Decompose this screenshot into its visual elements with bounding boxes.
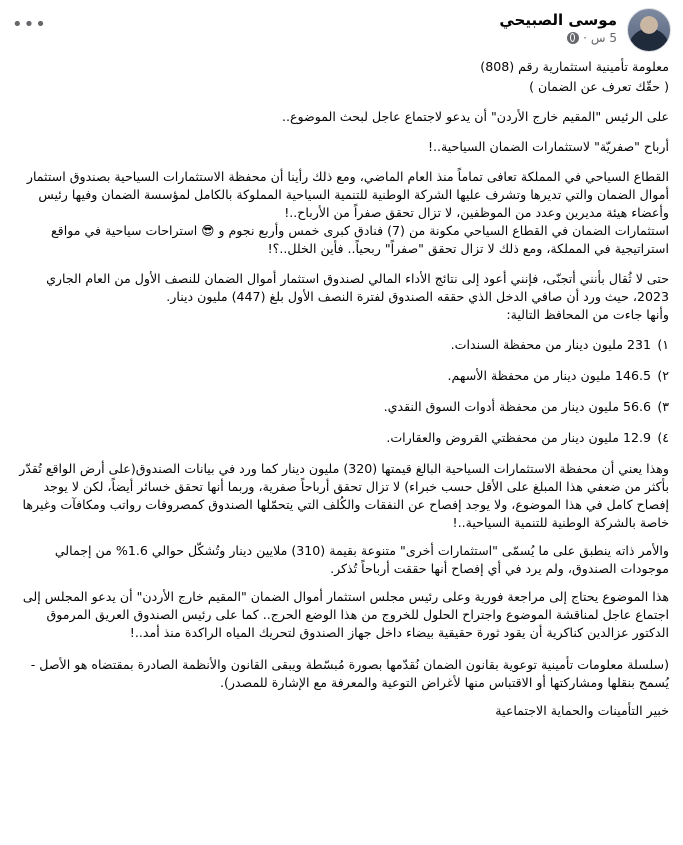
- post-intro: على الرئيس "المقيم خارج الأردن" أن يدعو لاجتماع عاجل لبحث الموضوع..: [282, 109, 669, 124]
- post-meta: [567, 31, 617, 45]
- paragraph-2: استثمارات الضمان في القطاع السياحي مكونة من (7) فنادق كبرى خمس وأربع نجوم و 😎 استراحات سياحية في مواقع استراتيجية في المملكة، ومع ذلك لا تزال تحقق "صفراً" ربحياً.. فأين الخلل..؟!: [50, 223, 669, 256]
- list-item-text: 231 مليون دينار من محفظة السندات.: [450, 337, 651, 352]
- list-item-number: ٢): [657, 368, 669, 383]
- author-name[interactable]: موسى الصبيحي: [499, 11, 617, 29]
- paragraph-5: والأمر ذاته ينطبق على ما يُسمّى "استثمارات أخرى" متنوعة بقيمة (310) ملايين دينار وتُشكّل حوالي 1.6% من إجمالي موجودات الصندوق، ولم يرد في أي إفصاح أنها حققت أرباحاً تُذكر.: [54, 543, 669, 576]
- list-item-number: ٣): [657, 399, 669, 414]
- post-subtitle: ( حقّك تعرف عن الضمان ): [529, 79, 669, 94]
- paragraph-4: وهذا يعني أن محفظة الاستثمارات السياحية البالغ قيمتها (320) مليون دينار كما ورد في بيانات الصندوق(على أرض الواقع تُقدّر بأكثر من ضعفي هذا المبلغ على الأقل حسب خبراء) لا تزال تحقق أرباحاً صفرية، وربما أنها تحقق خسائر أيضاً، لكن لا يوجد إفصاح كامل في هذا الموضوع، ولا يوجد إفصاح عن النفقات والكُلف التي يتحمّلها الصندوق كمصروفات رواتب ومكافآت وغيرها خاصة بالشركة الوطنية للتنمية السياحية..!: [19, 461, 669, 530]
- list-item-text: 12.9 مليون دينار من محفظتي القروض والعقارات.: [386, 430, 651, 445]
- paragraph-1: القطاع السياحي في المملكة تعافى تماماً منذ العام الماضي، ومع ذلك رأينا أن محفظة الاستثمارات السياحية بصندوق استثمار أموال الضمان والتي تديرها وتشرف عليها الشركة الوطنية للتنمية السياحية المملوكة بالكامل لمؤسسة الضمان وفيها رئيس وأعضاء هيئة مديرين وعدد من الموظفين، لا تزال تحقق صفراً من الأرباح..!: [26, 169, 669, 220]
- list-item-text: 56.6 مليون دينار من محفظة أدوات السوق النقدي.: [383, 399, 651, 414]
- globe-icon[interactable]: [567, 32, 579, 44]
- post-header: [12, 6, 671, 54]
- post-title: معلومة تأمينية استثمارية رقم (808): [480, 59, 669, 74]
- paragraph-3: حتى لا ثُقال بأنني أتجنّى، فإنني أعود إلى نتائج الأداء المالي لصندوق استثمار أموال الضمان للنصف الأول من العام الجاري 2023، حيث ورد أن صافي الدخل الذي حققه الصندوق لفترة النصف الأول بلغ (447) مليون دينار.: [46, 271, 669, 304]
- list-item: [12, 336, 669, 354]
- post-body: [12, 58, 669, 730]
- post-heading: أرباح "صفريّة" لاستثمارات الضمان السياحية..!: [427, 139, 669, 154]
- list-item-number: ٤): [657, 430, 669, 445]
- paragraph-7: (سلسلة معلومات تأمينية توعوية بقانون الضمان نُقدّمها بصورة مُبسّطة ويبقى القانون والأنظمة الصادرة بمقتضاه هو الأصل - يُسمح بنقلها ومشاركتها أو الاقتباس منها لأغراض التوعية والمعرفة مع الإشارة للمصدر).: [30, 657, 669, 690]
- post-time[interactable]: 5 س: [590, 31, 617, 45]
- author-avatar[interactable]: [627, 8, 671, 52]
- signature: خبير التأمينات والحماية الاجتماعية: [495, 703, 669, 718]
- list-item-number: ١): [657, 337, 669, 352]
- list-item: [12, 367, 669, 385]
- paragraph-3b: وأنها جاءت من المحافظ التالية:: [506, 307, 669, 322]
- more-options-icon[interactable]: •••: [12, 14, 47, 35]
- paragraph-6: هذا الموضوع يحتاج إلى مراجعة فورية وعلى رئيس مجلس استثمار أموال الضمان "المقيم خارج الأردن" أن يدعو المجلس إلى اجتماع عاجل لمناقشة الموضوع واجتراح الحلول للخروج من هذا الوضع الحرج.. كما على رئيس الصندوق العريق المرموق الدكتور عزالدين كناكرية أن يقود ثورة حقيقية بيضاء داخل جهاز الصندوق لتحريك المياه الراكدة منذ أمد..!: [22, 589, 669, 640]
- list-item-text: 146.5 مليون دينار من محفظة الأسهم.: [447, 368, 651, 383]
- list-item: [12, 398, 669, 416]
- meta-separator: ·: [583, 31, 587, 45]
- list-item: [12, 429, 669, 447]
